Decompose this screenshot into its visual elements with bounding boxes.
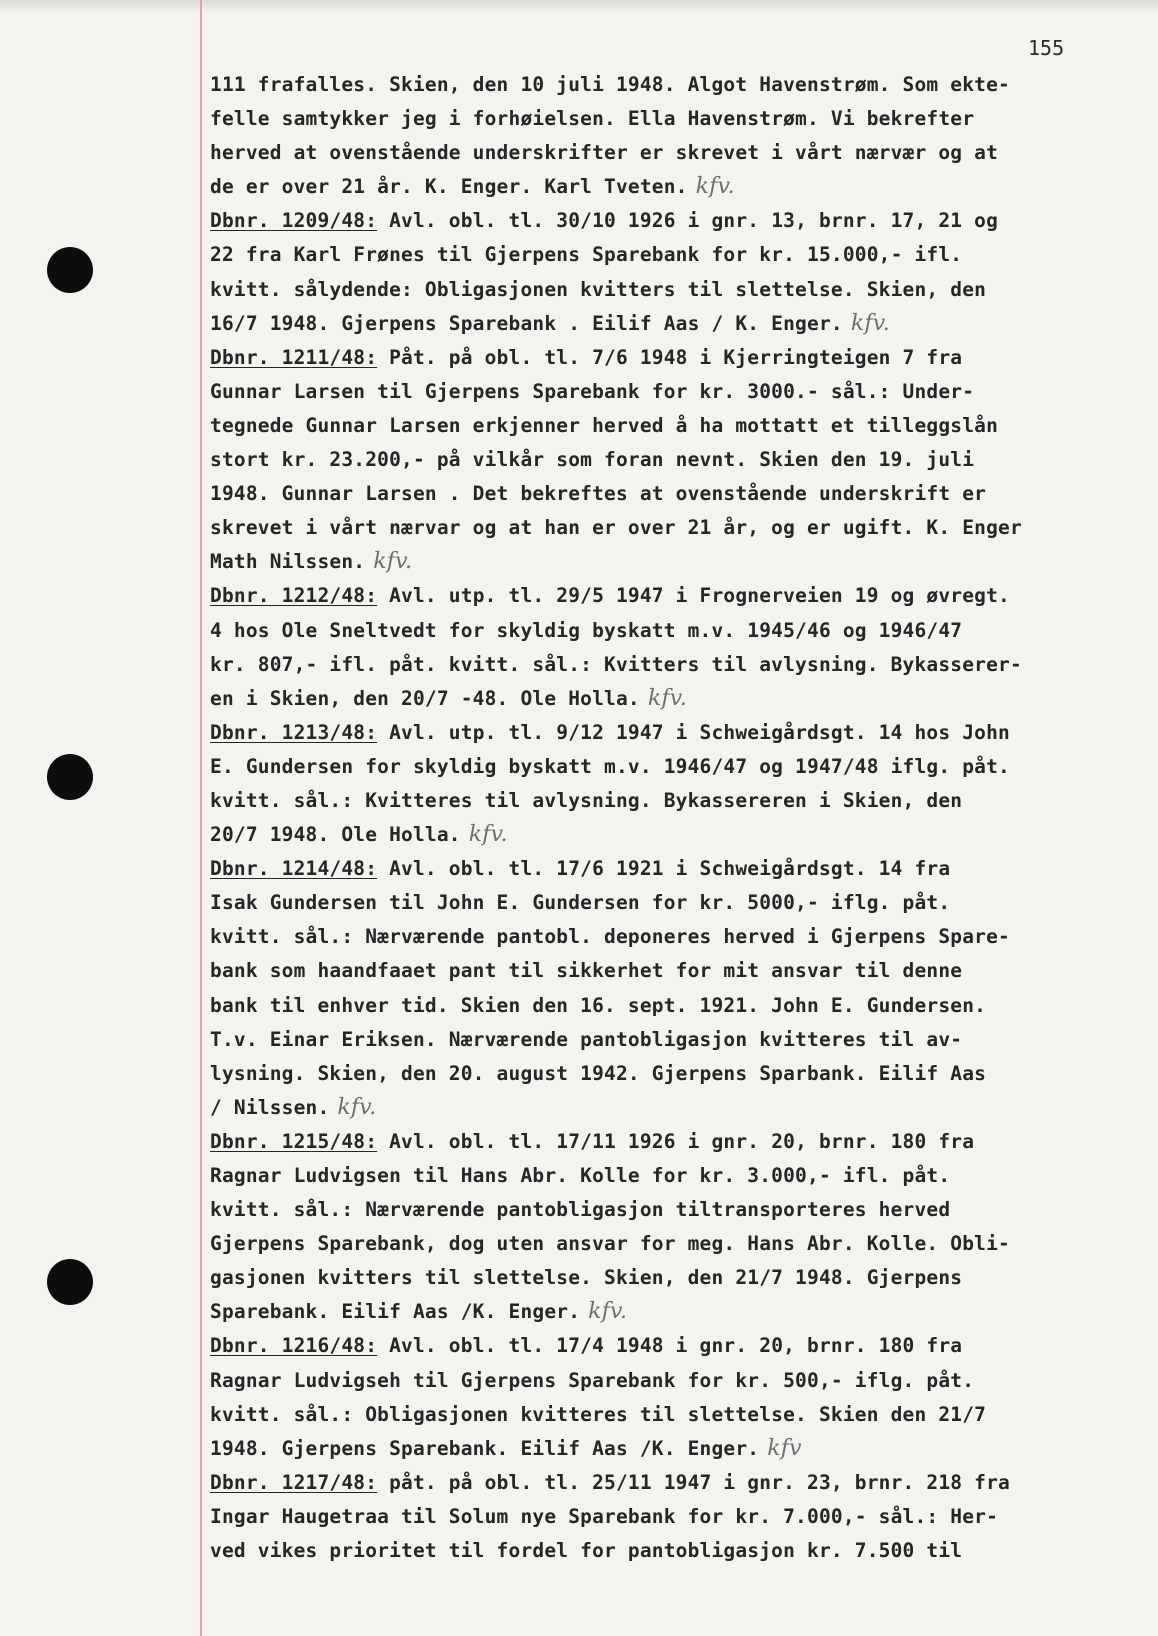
entry-reference: Dbnr. 1213/48: <box>210 720 378 744</box>
entry-heading-line <box>210 1329 1150 1363</box>
text-line <box>210 989 1150 1023</box>
text-line <box>210 1500 1150 1534</box>
line-text: kvitt. sål.: Nærværende pantobligasjon tiltransporteres herved <box>210 1198 951 1222</box>
line-text: Gjerpens Sparebank, dog uten ansvar for meg. Hans Abr. Kolle. Obli- <box>210 1232 1010 1256</box>
line-text: E. Gundersen for skyldig byskatt m.v. 1946/47 og 1947/48 iflg. påt. <box>210 754 1010 778</box>
text-line <box>210 307 1150 341</box>
text-line <box>210 1227 1150 1261</box>
text-line <box>210 68 1150 102</box>
punch-hole-top <box>47 247 93 293</box>
line-text: herved at ovenstående underskrifter er skrevet i vårt nærvær og at <box>210 141 999 165</box>
entry-reference: Dbnr. 1209/48: <box>210 209 378 233</box>
text-line <box>210 1432 1150 1466</box>
line-text: 16/7 1948. Gjerpens Sparebank . Eilif Aas / K. Enger. <box>210 311 843 335</box>
text-line <box>210 1261 1150 1295</box>
line-text: Math Nilssen. <box>210 550 366 574</box>
line-text: / Nilssen. <box>210 1095 330 1119</box>
text-line <box>210 102 1150 136</box>
entry-heading-line <box>210 852 1150 886</box>
text-line <box>210 784 1150 818</box>
line-text: Ragnar Ludvigsen til Hans Abr. Kolle for kr. 3.000,- ifl. påt. <box>210 1164 951 1187</box>
text-line <box>210 954 1150 988</box>
line-text: påt. på obl. tl. 25/11 1947 i gnr. 23, brnr. 218 fra <box>377 1470 1010 1494</box>
text-line <box>210 1534 1150 1568</box>
line-text: Gunnar Larsen til Gjerpens Sparebank for kr. 3000.- sål.: Under- <box>210 379 975 403</box>
entry-heading-line <box>210 1466 1150 1500</box>
line-text: Ingar Haugetraa til Solum nye Sparebank for kr. 7.000,- sål.: Her- <box>210 1504 999 1528</box>
line-text: 111 frafalles. Skien, den 10 juli 1948. Algot Havenstrøm. Som ekte- <box>210 73 1010 96</box>
text-line <box>210 511 1150 545</box>
entry-heading-line <box>210 579 1150 613</box>
page-number: 155 <box>1028 36 1065 60</box>
text-line <box>210 477 1150 511</box>
line-text: bank som haandfaaet pant til sikkerhet for mit ansvar til denne <box>210 959 963 983</box>
line-text: de er over 21 år. K. Enger. Karl Tveten. <box>210 175 688 199</box>
line-text: tegnede Gunnar Larsen erkjenner herved å ha mottatt et tilleggslån <box>210 413 999 437</box>
entry-heading-line <box>210 716 1150 750</box>
text-line <box>210 648 1150 682</box>
text-line <box>210 1023 1150 1057</box>
text-line <box>210 818 1150 852</box>
handwritten-initials: kfv. <box>588 1299 628 1325</box>
handwritten-initials: kfv. <box>647 685 687 711</box>
margin-rule <box>200 0 202 1636</box>
text-line <box>210 614 1150 648</box>
text-line <box>210 375 1150 409</box>
line-text: kvitt. sål.: Kvitteres til avlysning. Bykassereren i Skien, den <box>210 788 963 812</box>
line-text: kvitt. sål.: Nærværende pantobl. deponeres herved i Gjerpens Spare- <box>210 925 1010 949</box>
entry-heading-line <box>210 204 1150 238</box>
handwritten-initials: kfv. <box>695 174 735 200</box>
line-text: T.v. Einar Eriksen. Nærværende pantobligasjon kvitteres til av- <box>210 1027 963 1051</box>
line-text: Avl. obl. tl. 17/4 1948 i gnr. 20, brnr. 180 fra <box>377 1334 963 1358</box>
text-line <box>210 545 1150 579</box>
line-text: gasjonen kvitters til slettelse. Skien, den 21/7 1948. Gjerpens <box>210 1266 963 1290</box>
line-text: Avl. utp. tl. 9/12 1947 i Schweigårdsgt. 14 hos John <box>377 720 1010 744</box>
entry-reference: Dbnr. 1212/48: <box>210 584 378 608</box>
text-line <box>210 1295 1150 1329</box>
scan-top-edge <box>0 0 1158 14</box>
text-line <box>210 238 1150 272</box>
line-text: 20/7 1948. Ole Holla. <box>210 823 461 847</box>
text-line <box>210 682 1150 716</box>
punch-hole-middle <box>47 754 93 800</box>
text-line <box>210 273 1150 307</box>
handwritten-initials: kfv <box>767 1435 802 1461</box>
line-text: en i Skien, den 20/7 -48. Ole Holla. <box>210 686 640 710</box>
entry-heading-line <box>210 341 1150 375</box>
handwritten-initials: kfv. <box>850 310 890 336</box>
text-line <box>210 409 1150 443</box>
line-text: 1948. Gjerpens Sparebank. Eilif Aas /K. Enger. <box>210 1436 760 1460</box>
line-text: Avl. utp. tl. 29/5 1947 i Frognerveien 19 og øvregt. <box>377 584 1010 608</box>
line-text: 4 hos Ole Sneltvedt for skyldig byskatt m.v. 1945/46 og 1946/47 <box>210 618 963 642</box>
line-text: kr. 807,- ifl. påt. kvitt. sål.: Kvitters til avlysning. Bykasserer- <box>210 652 1022 676</box>
text-line <box>210 1091 1150 1125</box>
line-text: 1948. Gunnar Larsen . Det bekreftes at ovenstående underskrift er <box>210 482 987 506</box>
text-line <box>210 1398 1150 1432</box>
line-text: bank til enhver tid. Skien den 16. sept. 1921. John E. Gundersen. <box>210 993 987 1017</box>
text-line <box>210 1193 1150 1227</box>
line-text: Sparebank. Eilif Aas /K. Enger. <box>210 1300 581 1324</box>
line-text: kvitt. sål.: Obligasjonen kvitteres til slettelse. Skien den 21/7 <box>210 1402 987 1426</box>
line-text: ved vikes prioritet til fordel for pantobligasjon kr. 7.500 til <box>210 1539 963 1563</box>
text-line <box>210 920 1150 954</box>
handwritten-initials: kfv. <box>373 549 413 575</box>
line-text: kvitt. sålydende: Obligasjonen kvitters til slettelse. Skien, den <box>210 277 987 301</box>
punch-hole-bottom <box>47 1259 93 1305</box>
line-text: Avl. obl. tl. 17/6 1921 i Schweigårdsgt. 14 fra <box>377 857 951 881</box>
text-line <box>210 136 1150 170</box>
text-line <box>210 1057 1150 1091</box>
line-text: Avl. obl. tl. 30/10 1926 i gnr. 13, brnr. 17, 21 og <box>377 209 999 233</box>
entry-reference: Dbnr. 1214/48: <box>210 857 378 881</box>
line-text: Avl. obl. tl. 17/11 1926 i gnr. 20, brnr. 180 fra <box>377 1129 975 1153</box>
line-text: felle samtykker jeg i forhøielsen. Ella Havenstrøm. Vi bekrefter <box>210 107 975 131</box>
text-line <box>210 886 1150 920</box>
text-line <box>210 750 1150 784</box>
line-text: Påt. på obl. tl. 7/6 1948 i Kjerringteigen 7 fra <box>377 345 963 369</box>
entry-heading-line <box>210 1125 1150 1159</box>
line-text: skrevet i vårt nærvar og at han er over 21 år, og er ugift. K. Enger <box>210 516 1022 540</box>
entry-reference: Dbnr. 1211/48: <box>210 345 378 369</box>
line-text: Ragnar Ludvigseh til Gjerpens Sparebank for kr. 500,- iflg. påt. <box>210 1368 975 1392</box>
entry-reference: Dbnr. 1217/48: <box>210 1470 378 1494</box>
entry-reference: Dbnr. 1216/48: <box>210 1334 378 1358</box>
text-line <box>210 170 1150 204</box>
line-text: 22 fra Karl Frønes til Gjerpens Sparebank for kr. 15.000,- ifl. <box>210 243 963 267</box>
text-line <box>210 443 1150 477</box>
text-line <box>210 1159 1150 1193</box>
handwritten-initials: kfv. <box>337 1094 377 1120</box>
line-text: Isak Gundersen til John E. Gundersen for kr. 5000,- iflg. påt. <box>210 891 951 915</box>
text-line <box>210 1364 1150 1398</box>
entry-reference: Dbnr. 1215/48: <box>210 1129 378 1153</box>
ledger-text <box>210 68 1150 1568</box>
line-text: stort kr. 23.200,- på vilkår som foran nevnt. Skien den 19. juli <box>210 448 975 472</box>
handwritten-initials: kfv. <box>468 822 508 848</box>
line-text: lysning. Skien, den 20. august 1942. Gjerpens Sparbank. Eilif Aas <box>210 1061 987 1085</box>
